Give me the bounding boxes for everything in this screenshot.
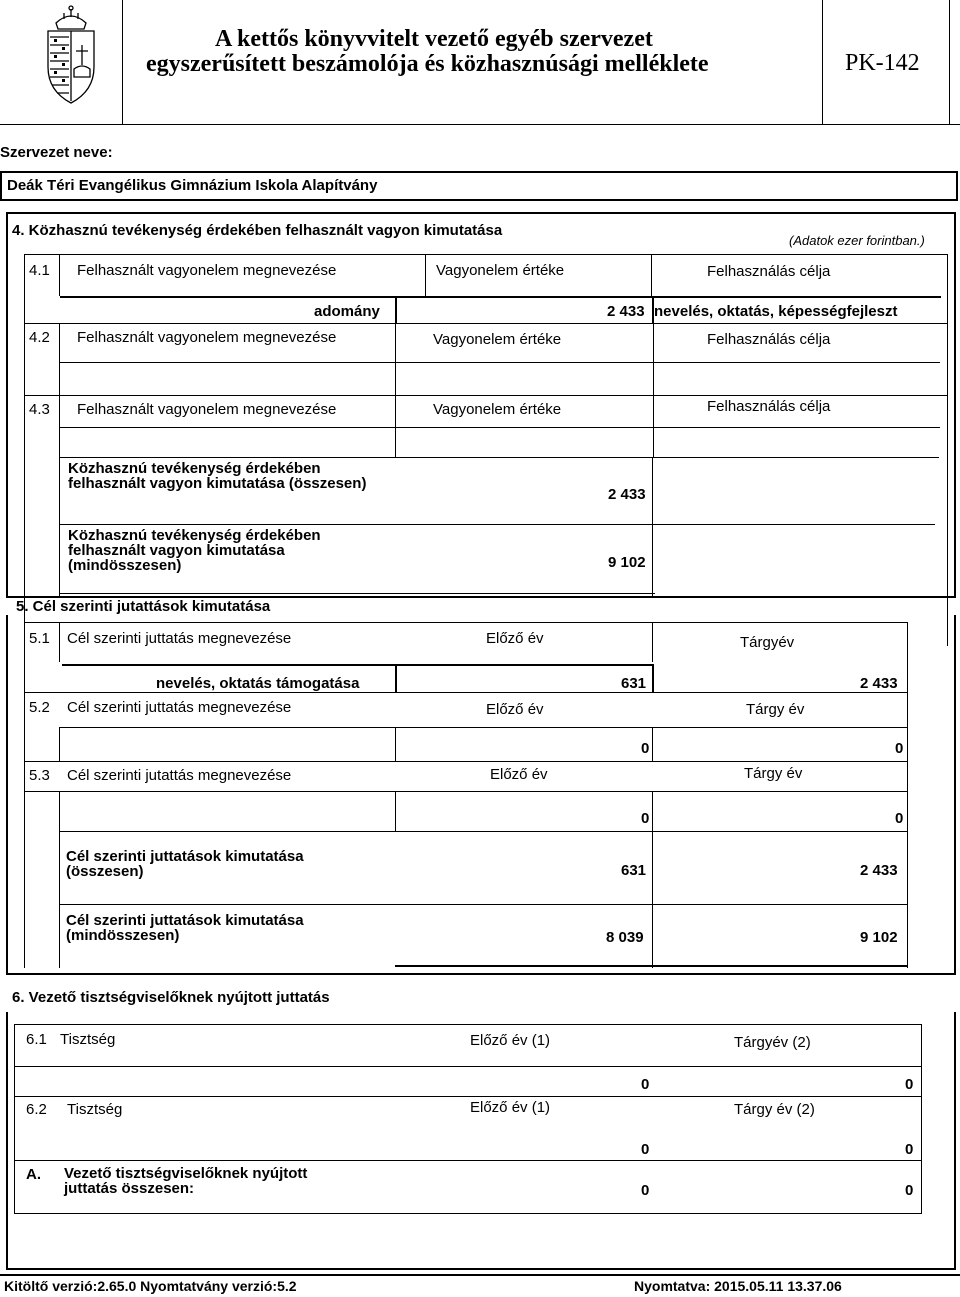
col-divider <box>59 323 60 363</box>
officer-curr: 0 <box>905 1141 914 1158</box>
col-divider <box>395 791 396 831</box>
officer-prev: 0 <box>641 1141 650 1158</box>
row-divider <box>59 457 939 458</box>
section5-total-label: Cél szerinti juttatások kimutatása (összesen) <box>66 848 304 880</box>
page-title-line2: egyszerűsített beszámolója és közhasznúsági melléklete <box>146 51 709 77</box>
section5-grand-curr: 9 102 <box>860 929 898 946</box>
col-divider <box>59 727 60 761</box>
unit-note: (Adatok ezer forintban.) <box>789 233 925 248</box>
col-divider <box>395 395 396 427</box>
row-num: 4.2 <box>29 329 50 346</box>
benefit-curr: 0 <box>895 740 904 757</box>
row-divider <box>59 904 907 905</box>
form-code: PK-142 <box>845 50 920 76</box>
column-header-curr: Tárgyév <box>740 634 795 651</box>
section6-total-label: Vezető tisztségviselőknek nyújtott juttatás összesen: <box>64 1165 308 1197</box>
column-header-name: Felhasznált vagyonelem megnevezése <box>77 262 337 279</box>
section6-title: 6. Vezető tisztségviselőknek nyújtott juttatás <box>12 989 330 1006</box>
col-divider <box>395 664 397 692</box>
row-divider <box>24 692 908 693</box>
column-header-prev: Előző év <box>486 701 544 718</box>
col-divider <box>652 664 654 692</box>
section5-grand-prev: 8 039 <box>606 929 644 946</box>
column-header-value: Vagyonelem értéke <box>433 331 562 348</box>
section6-total-num: A. <box>26 1166 41 1183</box>
row-divider <box>24 622 908 623</box>
column-header-name: Tisztség <box>67 1101 123 1118</box>
header-divider <box>122 0 123 125</box>
footer-version: Kitöltő verzió:2.65.0 Nyomtatvány verzió:5.2 <box>4 1278 297 1294</box>
col-divider <box>59 622 60 662</box>
row-divider <box>395 965 907 967</box>
row-num: 4.3 <box>29 401 50 418</box>
column-header-prev: Előző év <box>486 630 544 647</box>
footer-rule <box>0 1274 960 1276</box>
col-divider <box>653 362 654 396</box>
row-divider <box>14 1024 922 1025</box>
header-divider <box>822 0 823 125</box>
row-divider <box>24 323 948 324</box>
col-divider <box>652 727 653 761</box>
benefit-prev: 631 <box>621 675 647 692</box>
col-divider <box>653 395 654 427</box>
column-header-prev: Előző év (1) <box>470 1099 551 1116</box>
section4-total-value: 2 433 <box>608 486 646 503</box>
asset-value: 2 433 <box>607 303 645 320</box>
row-divider <box>24 791 908 792</box>
col-divider <box>59 395 60 427</box>
column-header-curr: Tárgy év <box>746 701 805 718</box>
col-divider <box>652 622 653 662</box>
row-divider <box>14 1066 922 1067</box>
section5-total-prev: 631 <box>621 862 647 879</box>
column-header-prev: Előző év <box>490 766 548 783</box>
col-divider <box>652 831 653 968</box>
column-header-curr: Tárgyév (2) <box>734 1034 811 1051</box>
header-bottom-rule <box>0 124 960 125</box>
section6-frame <box>6 1012 956 1270</box>
column-header-name: Tisztség <box>60 1031 116 1048</box>
col-divider <box>651 254 652 296</box>
org-label: Szervezet neve: <box>0 144 113 161</box>
benefit-curr: 0 <box>895 810 904 827</box>
row-num: 4.1 <box>29 262 50 279</box>
section4-grand-label: Közhasznú tevékenység érdekében felhasznált vagyon kimutatása (mindösszesen) <box>68 527 321 574</box>
column-header-curr: Tárgy év <box>744 765 803 782</box>
row-num: 5.2 <box>29 699 50 716</box>
col-divider <box>395 323 396 363</box>
benefit-item: nevelés, oktatás támogatása <box>156 675 360 692</box>
page-title-line1: A kettős könyvvitelt vezető egyéb szervezet <box>215 26 653 52</box>
footer-printed: Nyomtatva: 2015.05.11 13.37.06 <box>634 1278 842 1294</box>
section4-title: 4. Közhasznú tevékenység érdekében felhasznált vagyon kimutatása <box>12 222 503 239</box>
section4-grand-value: 9 102 <box>608 554 646 571</box>
section6-total-prev: 0 <box>641 1182 650 1199</box>
column-header-name: Felhasznált vagyonelem megnevezése <box>77 329 337 346</box>
column-header-name: Cél szerinti jutattás megnevezése <box>67 767 292 784</box>
row-divider <box>59 593 655 594</box>
row-divider <box>59 831 907 832</box>
col-divider <box>653 427 654 457</box>
col-divider <box>652 457 653 597</box>
col-divider <box>947 254 948 646</box>
row-divider <box>14 1096 922 1097</box>
row-divider <box>59 524 935 525</box>
coat-of-arms-icon <box>34 5 108 113</box>
officer-curr: 0 <box>905 1076 914 1093</box>
col-divider <box>59 254 60 296</box>
section5-total-curr: 2 433 <box>860 862 898 879</box>
col-divider <box>395 727 396 761</box>
col-divider <box>907 622 908 968</box>
row-divider <box>59 727 907 728</box>
section6-total-curr: 0 <box>905 1182 914 1199</box>
col-divider <box>395 296 397 324</box>
section5-grand-label: Cél szerinti juttatások kimutatása (mindösszesen) <box>66 912 304 944</box>
benefit-prev: 0 <box>641 810 650 827</box>
column-header-prev: Előző év (1) <box>470 1032 551 1049</box>
column-header-purpose: Felhasználás célja <box>707 331 831 348</box>
col-divider <box>395 427 396 457</box>
column-header-curr: Tárgy év (2) <box>734 1101 815 1118</box>
row-divider <box>60 362 940 363</box>
section4-total-label: Közhasznú tevékenység érdekében felhasznált vagyon kimutatása (összesen) <box>68 460 367 492</box>
column-header-name: Cél szerinti juttatás megnevezése <box>67 630 292 647</box>
row-divider <box>60 427 940 428</box>
col-divider <box>59 457 60 597</box>
column-header-name: Felhasznált vagyonelem megnevezése <box>77 401 337 418</box>
row-num: 5.3 <box>29 767 50 784</box>
col-divider <box>14 1024 15 1214</box>
col-divider <box>425 254 426 296</box>
column-header-purpose: Felhasználás célja <box>707 398 831 415</box>
column-header-name: Cél szerinti juttatás megnevezése <box>67 699 292 716</box>
col-divider <box>653 323 654 363</box>
col-divider <box>921 1024 922 1214</box>
col-divider <box>59 791 60 831</box>
row-divider <box>14 1160 922 1161</box>
col-divider <box>59 362 60 396</box>
row-divider <box>24 254 948 255</box>
col-divider <box>59 427 60 457</box>
col-divider <box>59 831 60 968</box>
row-divider <box>653 296 941 298</box>
benefit-prev: 0 <box>641 740 650 757</box>
row-divider <box>60 296 396 298</box>
col-divider <box>652 791 653 831</box>
col-divider <box>395 362 396 396</box>
row-divider <box>24 395 948 396</box>
row-divider <box>396 296 653 298</box>
asset-item: adomány <box>314 303 380 320</box>
column-header-value: Vagyonelem értéke <box>433 401 562 418</box>
asset-purpose: nevelés, oktatás, képességfejleszt <box>654 303 898 320</box>
row-num: 6.1 <box>26 1031 47 1048</box>
row-divider <box>24 761 908 762</box>
officer-prev: 0 <box>641 1076 650 1093</box>
benefit-curr: 2 433 <box>860 675 898 692</box>
column-header-purpose: Felhasználás célja <box>707 263 831 280</box>
org-name: Deák Téri Evangélikus Gimnázium Iskola Alapítvány <box>7 177 378 194</box>
header-divider <box>949 0 950 125</box>
row-num: 6.2 <box>26 1101 47 1118</box>
col-divider <box>24 622 25 968</box>
row-num: 5.1 <box>29 630 50 647</box>
row-divider <box>62 664 652 666</box>
section5-title: 5. Cél szerinti jutattások kimutatása <box>16 598 271 615</box>
row-divider <box>14 1213 922 1214</box>
column-header-value: Vagyonelem értéke <box>436 262 565 279</box>
